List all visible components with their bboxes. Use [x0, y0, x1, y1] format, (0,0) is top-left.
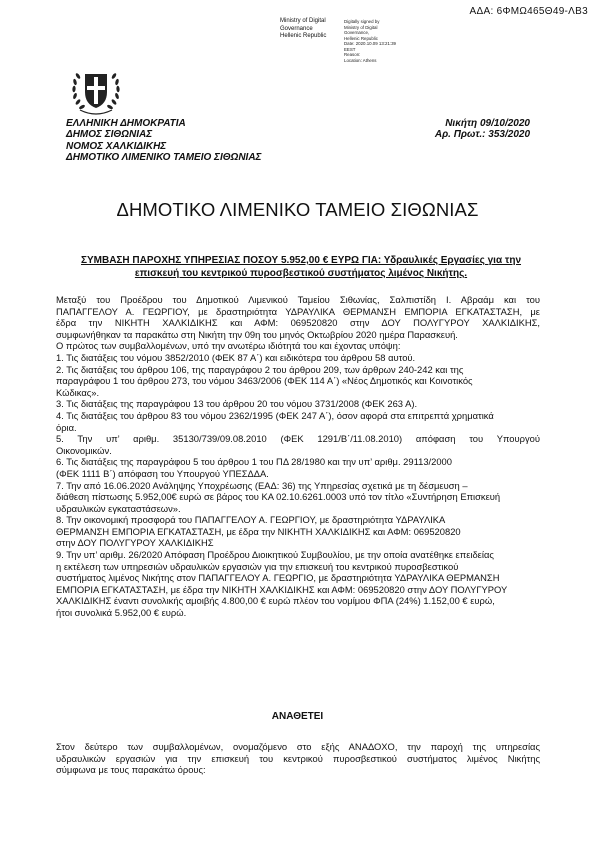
- signature-left-line: Governance: [280, 25, 313, 32]
- considerant-line: 6. Τις διατάξεις της παραγράφου 5 του άρθρου 1 του ΠΔ 28/1980 και την υπ’ αριθμ. 29113/2000: [56, 456, 452, 468]
- signature-right-line: Location: Athens: [344, 57, 377, 63]
- closing-line: Στον δεύτερο των συμβαλλομένων, ονομαζόμενο στο εξής ΑΝΑΔΟΧΟ, την παροχή της υπηρεσίας: [56, 741, 540, 752]
- signature-right-line: Hellenic Republic: [344, 35, 378, 41]
- considerant-line: 3. Τις διατάξεις της παραγράφου 13 του άρθρου 20 του νόμου 3731/2008 (ΦΕΚ 263 Α).: [56, 398, 418, 410]
- date-protocol-block: [400, 118, 530, 141]
- considerant-line: Οικονομικών.: [56, 444, 112, 456]
- intro-line: Ο πρώτος των συμβαλλομένων, υπό την ανωτέρω ιδιότητά του και έχοντας υπόψη:: [56, 340, 401, 352]
- intro-line: ΠΑΠΑΓΓΕΛΟΥ Α. ΓΕΩΡΓΙΟΥ, με δραστηριότητα ΥΔΡΑΥΛΙΚΑ ΘΕΡΜΑΝΣΗ ΕΜΠΟΡΙΑ ΕΓΚΑΤΑΣΤΑΣΗ, με: [56, 305, 540, 317]
- considerant-line: ΧΑΛΚΙΔΙΚΗΣ έναντι συνολικής αμοιβής 4.800,00 € ευρώ πλέον του νομίμου ΦΠΑ (24%) 1.152,00 € ευρώ,: [56, 595, 495, 607]
- considerant-line: 2. Τις διατάξεις του άρθρου 106, της παραγράφου 2 του άρθρου 209, των άρθρων 240-242 και της: [56, 363, 464, 375]
- considerant-line: 4. Τις διατάξεις του άρθρου 83 του νόμου 2362/1995 (ΦΕΚ 247 Α΄), όσον αφορά στα επιτρεπτά χρηματικά: [56, 409, 494, 421]
- document-date: Νικήτη 09/10/2020: [445, 118, 530, 129]
- considerant-line: ΘΕΡΜΑΝΣΗ ΕΜΠΟΡΙΑ ΕΓΚΑΤΑΣΤΑΣΗ, με έδρα την ΝΙΚΗΤΗ ΧΑΛΚΙΔΙΚΗΣ και ΑΦΜ: 069520820: [56, 525, 461, 537]
- intro-line: συμφωνήθηκαν τα παρακάτω στη Νικήτη την 09η του μηνός Οκτωβρίου 2020 ημέρα Παρασκευή.: [56, 328, 458, 340]
- hellenic-emblem-icon: [66, 62, 126, 118]
- signature-right-line: Reason:: [344, 52, 361, 57]
- signature-left-line: Hellenic Republic: [280, 33, 327, 39]
- considerant-line: ήτοι συνολικά 5.952,00 € ευρώ.: [56, 607, 187, 619]
- signature-right-line: Governance,: [344, 30, 370, 35]
- closing-line: υδραυλικών εργασιών για την επισκευή του κεντρικού πυροσβεστικού συστήματος λιμένος Νικήτης: [56, 752, 540, 764]
- considerant-line: διάθεση πίστωσης 5.952,00€ ευρώ σε βάρος του ΚΑ 02.10.6261.0003 υπό τον τίτλο «Συντήρηση Επισκευή: [56, 491, 501, 503]
- assigns-heading: ΑΝΑΘΕΤΕΙ: [271, 711, 324, 722]
- header-line: ΔΗΜΟΣ ΣΙΘΩΝΙΑΣ: [66, 129, 153, 141]
- considerant-line: παραγράφου 1 του άρθρου 273, του νόμου 3463/2006 (ΦΕΚ 114 Α΄) «Νέος Δημοτικός και Κοινοτικός: [56, 375, 473, 387]
- considerant-line: ΕΜΠΟΡΙΑ ΕΓΚΑΤΑΣΤΑΣΗ, με έδρα την ΝΙΚΗΤΗ ΧΑΛΚΙΔΙΚΗΣ και ΑΦΜ: 069520820 στην ΔΟΥ ΠΟΛΥΓΥΡΟΥ: [56, 583, 508, 595]
- signature-right-line: Digitally signed by: [344, 19, 380, 24]
- considerant-line: Κώδικας».: [56, 386, 100, 398]
- considerant-line: 7. Την από 16.06.2020 Ανάληψης Υποχρέωσης (ΕΑΔ: 36) της Υπηρεσίας σχετικά με τη δέσμευση –: [56, 479, 468, 491]
- considerant-line: συστήματος λιμένος Νικήτης στον ΠΑΠΑΓΓΕΛΟΥ Α. ΓΕΩΡΓΙΟ, με δραστηριότητα ΥΔΡΑΥΛΙΚΑ ΘΕΡΜΑΝΣΗ: [56, 572, 500, 584]
- closing-paragraph: [56, 741, 540, 776]
- considerant-line: όρια.: [56, 421, 77, 433]
- header-line: ΕΛΛΗΝΙΚΗ ΔΗΜΟΚΡΑΤΙΑ: [66, 118, 186, 129]
- intro-line: Μεταξύ του Προέδρου του Δημοτικού Λιμενικού Ταμείου Σιθωνίας, Σαλπιστίδη Ι. Αβραάμ και του: [56, 294, 540, 305]
- signature-right-line: EEST: [344, 46, 356, 52]
- considerant-line: υδραυλικών εγκαταστάσεων».: [56, 502, 181, 514]
- considerant-line: 1. Τις διατάξεις του νόμου 3852/2010 (ΦΕΚ 87 Α΄) και ειδικότερα του άρθρου 58 αυτού.: [56, 351, 416, 363]
- signature-right-line: Date: 2020.10.09 13:21:39: [344, 41, 396, 46]
- subject-line: ΣΥΜΒΑΣΗ ΠΑΡΟΧΗΣ ΥΠΗΡΕΣΙΑΣ ΠΟΣΟΥ 5.952,00 € ΕΥΡΩ ΓΙΑ: Υδραυλικές Εργασίες για την: [80, 255, 522, 266]
- intro-line: έδρα την ΝΙΚΗΤΗ ΧΑΛΚΙΔΙΚΗΣ και ΑΦΜ: 069520820 στην ΔΟΥ ΠΟΛΥΓΥΡΟΥ ΧΑΛΚΙΔΙΚΗΣ,: [56, 317, 540, 329]
- contract-subject: [62, 254, 540, 280]
- considerant-line: 9. Την υπ’ αριθμ. 26/2020 Απόφαση Προέδρου Διοικητικού Συμβουλίου, με την οποία ανατέθηκε επειδείας: [56, 549, 494, 561]
- signature-left-lines: [280, 18, 342, 41]
- considerant-line: η εκτέλεση των υπηρεσιών υδραυλικών εργασιών για την επισκευή του κεντρικού πυροσβεστικού: [56, 560, 459, 572]
- header-line: ΔΗΜΟΤΙΚΟ ΛΙΜΕΝΙΚΟ ΤΑΜΕΙΟ ΣΙΘΩΝΙΑΣ: [66, 152, 262, 164]
- considerant-line: 8. Την οικονομική προσφορά του ΠΑΠΑΓΓΕΛΟΥ Α. ΓΕΩΡΓΙΟΥ, με δραστηριότητα ΥΔΡΑΥΛΙΚΑ: [56, 514, 446, 526]
- closing-line: σύμφωνα με τους παρακάτω όρους:: [56, 764, 206, 776]
- signature-right-lines: [344, 19, 434, 63]
- considerant-line: 5. Την υπ’ αριθμ. 35130/739/09.08.2010 (ΦΕΚ 1291/Β΄/11.08.2010) απόφαση του Υπουργού: [56, 433, 540, 445]
- protocol-number: Αρ. Πρωτ.: 353/2020: [434, 129, 530, 141]
- signature-right-line: Ministry of Digital: [344, 24, 378, 30]
- signature-left-line: Ministry of Digital: [280, 18, 326, 24]
- document-title: ΔΗΜΟΤΙΚΟ ΛΙΜΕΝΙΚΟ ΤΑΜΕΙΟ ΣΙΘΩΝΙΑΣ: [116, 199, 479, 220]
- digital-signature-block: [280, 18, 430, 63]
- subject-line: επισκευή του κεντρικού πυροσβεστικού συστήματος λιμένος Νικήτης.: [134, 268, 468, 279]
- header-line: ΝΟΜΟΣ ΧΑΛΚΙΔΙΚΗΣ: [66, 140, 167, 152]
- ada-code: ΑΔΑ: 6ΦΜΩ465Θ49-ΛΒ3: [469, 6, 588, 17]
- contract-body: [56, 294, 540, 619]
- issuer-header: [66, 118, 316, 164]
- considerant-line: στην ΔΟΥ ΠΟΛΥΓΥΡΟΥ ΧΑΛΚΙΔΙΚΗΣ: [56, 537, 214, 549]
- considerant-line: (ΦΕΚ 1111 Β΄) απόφαση του Υπουργού ΥΠΕΣΔΔΑ.: [56, 467, 269, 479]
